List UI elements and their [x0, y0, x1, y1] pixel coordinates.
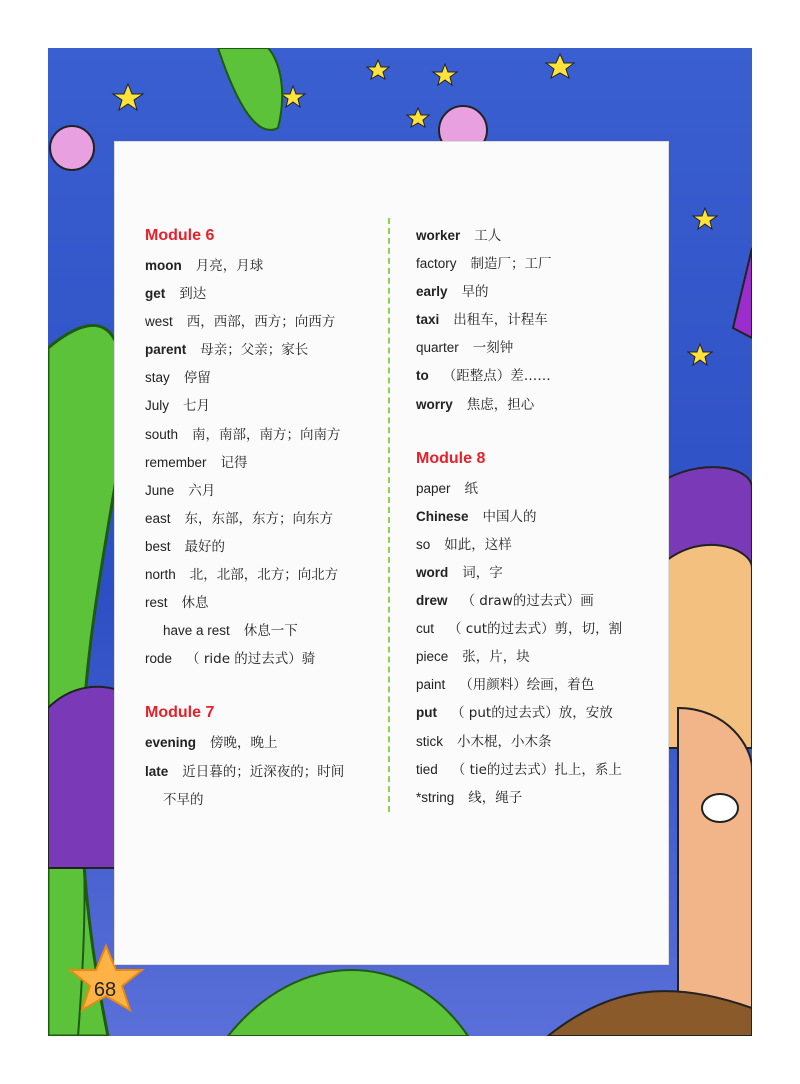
vocab-entry: stay 停留 [145, 370, 211, 387]
vocab-entry: moon 月亮，月球 [145, 258, 264, 274]
vocab-entry: south 南，南部，南方；向南方 [145, 426, 341, 443]
column-divider [388, 218, 390, 812]
vocab-entry: worker 工人 [416, 228, 502, 244]
vocab-entry: rest 休息 [145, 595, 209, 612]
star-icon [688, 344, 712, 365]
vocab-entry: get 到达 [145, 286, 207, 303]
vocab-entry: word 词，字 [416, 564, 503, 581]
bottom-vine [228, 970, 468, 1036]
vocab-entry: *string 线，绳子 [416, 789, 523, 806]
module-7-heading: Module 7 [145, 704, 215, 722]
cartoon-face [678, 708, 752, 1036]
vocab-entry: remember 记得 [145, 454, 248, 471]
star-icon [693, 208, 717, 229]
vocab-entry-continued: 不早的 [163, 791, 204, 808]
star-icon [407, 108, 429, 127]
vocab-entry: east 东，东部，东方；向东方 [145, 510, 334, 527]
striped-hat [733, 248, 752, 338]
vocab-entry: rode （ ride 的过去式）骑 [145, 651, 316, 668]
vocab-phrase-entry: have a rest 休息一下 [163, 623, 298, 640]
left-column [145, 224, 380, 814]
vocab-entry: cut （ cut的过去式）剪，切，割 [416, 621, 623, 638]
star-icon [281, 86, 305, 107]
vocab-entry: north 北，北部，北方；向北方 [145, 567, 339, 584]
vocab-entry: parent 母亲；父亲；家长 [145, 342, 309, 359]
module-6-heading: Module 6 [145, 227, 215, 244]
vocab-entry: evening 傍晚，晚上 [145, 735, 278, 752]
star-icon [546, 54, 574, 78]
vocab-entry: put （ put的过去式）放，安放 [416, 705, 613, 722]
vocab-entry: west 西，西部，西方；向西方 [145, 314, 336, 331]
vocab-entry: stick 小木棍，小木条 [416, 733, 552, 750]
vocab-entry: best 最好的 [145, 538, 226, 555]
vocab-entry: paper 纸 [416, 480, 479, 497]
vocab-entry: taxi 出租车，计程车 [416, 312, 548, 329]
module-8-heading: Module 8 [416, 449, 486, 467]
star-icon [113, 84, 143, 110]
right-column [416, 222, 656, 812]
vocab-entry: early 早的 [416, 284, 489, 301]
beanstalk-vine [48, 325, 124, 1036]
vocab-entry: to （距整点）差…… [416, 368, 551, 385]
page-number: 68 [93, 979, 117, 1001]
vocab-entry: tied （ tie的过去式）扎上，系上 [416, 761, 622, 778]
strawberry-icon [50, 126, 94, 170]
star-icon [433, 64, 457, 85]
top-vine [218, 48, 282, 130]
vocab-entry: drew （ draw的过去式）画 [416, 593, 594, 610]
vocab-entry: so 如此，这样 [416, 536, 512, 553]
star-icon [367, 60, 389, 79]
vocab-entry: Chinese 中国人的 [416, 508, 537, 525]
vocab-entry: July 七月 [145, 398, 211, 415]
vocab-entry: paint （用颜料）绘画，着色 [416, 677, 595, 694]
vocab-entry: factory 制造厂；工厂 [416, 256, 552, 273]
vocab-entry: worry 焦虑，担心 [416, 396, 535, 413]
vocab-entry: piece 张，片，块 [416, 649, 530, 666]
vocab-entry: quarter 一刻钟 [416, 340, 514, 357]
vocab-entry: June 六月 [145, 482, 216, 499]
vocab-entry: late 近日暮的；近深夜的；时间 [145, 763, 345, 780]
